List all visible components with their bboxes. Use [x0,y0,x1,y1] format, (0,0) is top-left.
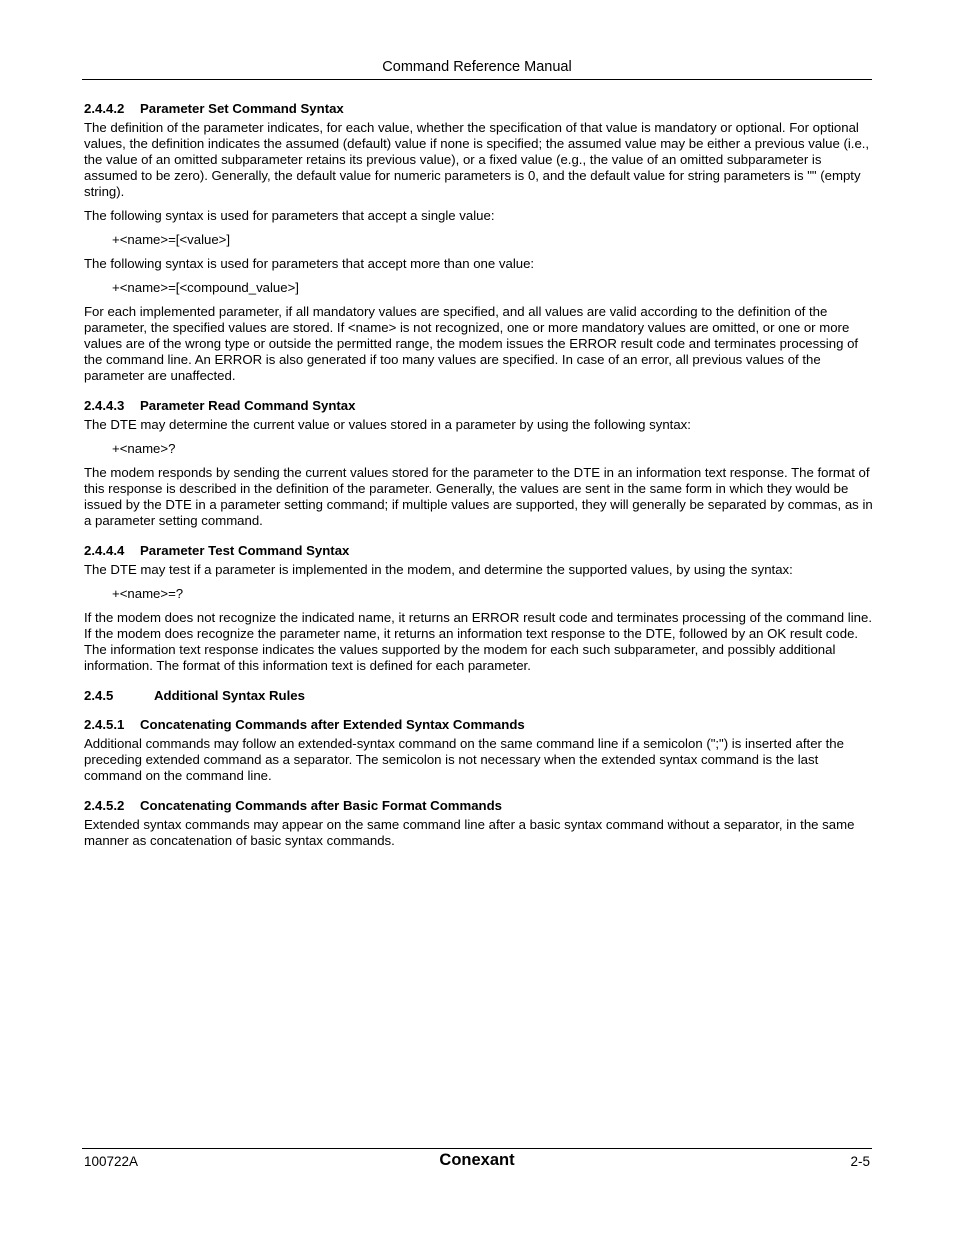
section-title: Parameter Set Command Syntax [140,101,344,116]
section-number: 2.4.4.3 [84,398,125,413]
paragraph: For each implemented parameter, if all mandatory values are specified, and all values are valid according to the definition of the parameter, the specified values are stored. If <name> is not recognized, one or more mandatory values are omitted, or one or more values are of the wrong type or outside the permitted range, the modem issues the ERROR result code and terminates processing of the command line. An ERROR is also generated if too many values are specified. In case of an error, all previous values of the parameter are unaffected. [84,304,859,383]
footer-company: Conexant [439,1151,515,1169]
paragraph: The modem responds by sending the current values stored for the parameter to the DTE in an information text response. The format of this response is described in the definition of the parameter. Generally, the values are sent in the same form in which they would be issued by the DTE in a parameter setting command; if multiple values are supported, they will generally be separated by commas, as in a parameter setting command. [84,465,873,528]
syntax-example: +<name>=[<value>] [112,232,231,247]
section-number: 2.4.5.2 [84,798,125,813]
section-title: Additional Syntax Rules [154,688,305,703]
section-heading-2451 [84,717,874,733]
section-number: 2.4.4.2 [84,101,125,116]
paragraph: The definition of the parameter indicates, for each value, whether the specification of that value is mandatory or optional. For optional values, the definition indicates the assumed (default) value if none is specified; the assumed value may be either a previous value (i.e., the value of an omitted subparameter retains its previous value), or a fixed value (e.g., the value of an omitted subparameter is assumed to be zero). Generally, the default value for numeric parameters is 0, and the default value for string parameters is "" (empty string). [84,120,870,199]
section-title: Parameter Test Command Syntax [140,543,350,558]
paragraph: The DTE may determine the current value or values stored in a parameter by using the following syntax: [84,417,691,432]
section-title: Concatenating Commands after Extended Syntax Commands [140,717,525,732]
footer-page-number: 2-5 [850,1154,870,1169]
section-heading-2443 [84,398,874,414]
footer-doc-number: 100722A [84,1154,139,1169]
syntax-example: +<name>? [112,441,176,456]
section-heading-245 [84,688,874,704]
section-heading-2442 [84,101,874,117]
running-header: Command Reference Manual [382,59,572,75]
section-title: Parameter Read Command Syntax [140,398,356,413]
paragraph: Additional commands may follow an extended-syntax command on the same command line if a semicolon (";") is inserted after the preceding extended command as a separator. The semicolon is not necessary when the extended syntax command is the last command on the command line. [84,736,844,783]
paragraph: The following syntax is used for parameters that accept a single value: [84,208,495,223]
paragraph: The DTE may test if a parameter is implemented in the modem, and determine the supported values, by using the syntax: [84,562,793,577]
section-number: 2.4.5.1 [84,717,125,732]
syntax-example: +<name>=[<compound_value>] [112,280,299,295]
paragraph: The following syntax is used for parameters that accept more than one value: [84,256,535,271]
syntax-example: +<name>=? [112,586,184,601]
section-title: Concatenating Commands after Basic Format Commands [140,798,502,813]
paragraph: If the modem does not recognize the indicated name, it returns an ERROR result code and terminates processing of the command line. If the modem does recognize the parameter name, it returns an information text response to the DTE, followed by an OK result code. The information text response indicates the values supported by the modem for each such subparameter, and possibly additional information. The format of this information text is defined for each parameter. [84,610,872,673]
section-heading-2452 [84,798,874,814]
section-number: 2.4.5 [84,688,114,703]
section-number: 2.4.4.4 [84,543,125,558]
page-content [84,101,874,857]
header-rule [82,79,872,80]
footer-rule [82,1148,872,1149]
paragraph: Extended syntax commands may appear on the same command line after a basic syntax command without a separator, in the same manner as concatenation of basic syntax commands. [84,817,855,848]
section-heading-2444 [84,543,874,559]
